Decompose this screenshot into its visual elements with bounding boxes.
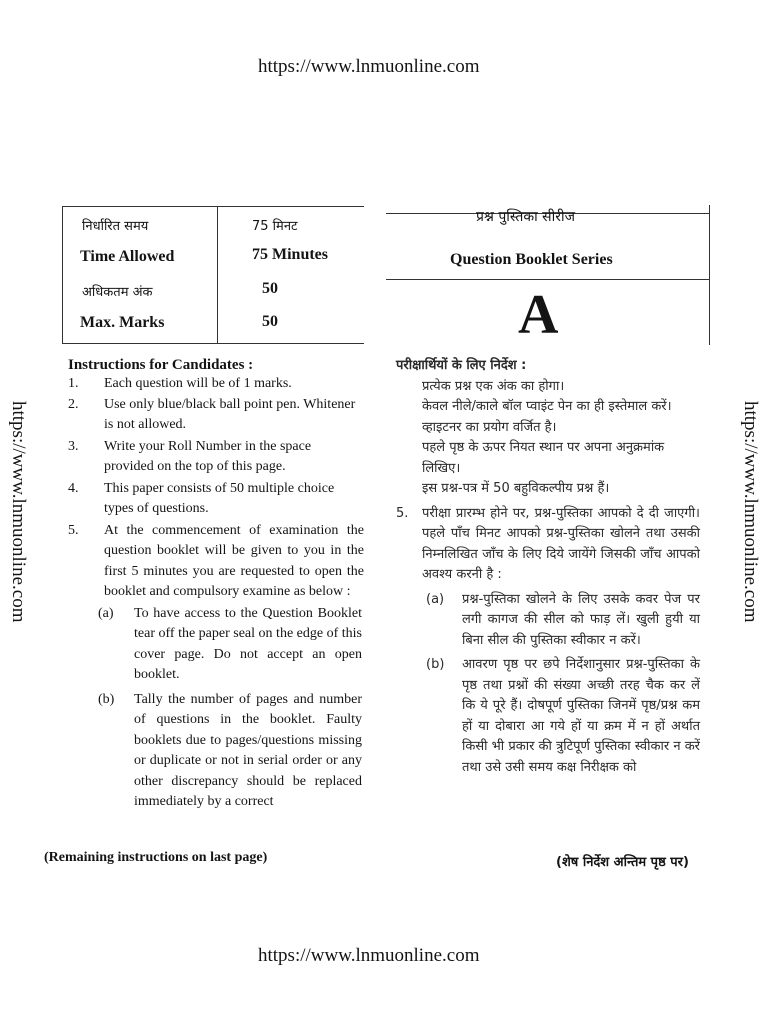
instructions-hi-heading: परीक्षार्थियों के लिए निर्देश : [396,358,527,373]
side-url-right: https://www.lnmuonline.com [740,401,761,623]
instruction-en-item: 3. Write your Roll Number in the space provided on the top of this page. [68,438,312,474]
series-title-en: Question Booklet Series [450,251,613,268]
info-table [62,206,364,344]
instruction-en-subitem: (b) Tally the number of pages and number of questions in the booklet. Faulty booklets due to pages/questions missing or duplicate or not in serial order or any other discrepancy should be replaced immediately by a correct [98,691,362,809]
instructions-hi [396,356,702,778]
time-label-en: Time Allowed [80,248,175,265]
instruction-en-item: 1. Each question will be of 1 marks. [68,376,292,391]
instructions-en-heading: Instructions for Candidates : [68,357,254,373]
instruction-en-item: 4. This paper consists of 50 multiple choice types of questions. [68,480,335,516]
side-url-left: https://www.lnmuonline.com [8,401,29,623]
marks-value-hi: 50 [262,280,278,297]
series-letter: A [518,284,559,346]
time-label-hi: निर्धारित समय [82,219,149,234]
instruction-hi-subitem: (b) आवरण पृष्ठ पर छपे निर्देशानुसार प्रश्न-पुस्तिका के पृष्ठ तथा प्रश्नों की संख्या अच्छी तरह चैक कर लें कि ये पूरे हैं। दोषपूर्ण पुस्तिका जिनमें पृष्ठ/प्रश्न कम हों या दोबारा आ गये हों या क्रम में न हों अर्थात किसी भी प्रकार की त्रुटिपूर्ण पुस्तिका स्वीकार न करें तथा उसे उसी समय कक्ष निरीक्षक को [426,657,700,775]
instruction-en-item: 2. Use only blue/black ball point pen. Whitener is not allowed. [68,396,356,432]
marks-label-hi: अधिकतम अंक [82,285,153,300]
instruction-hi-subitem: (a) प्रश्न-पुस्तिका खोलने के लिए उसके कवर पेज पर लगी कागज की सील को फाड़ लें। खुली हुयी या बिना सील की पुस्तिका स्वीकार न करें। [426,591,700,648]
instruction-hi-item: इस प्रश्न-पत्र में 50 बहुविकल्पीय प्रश्न हैं। [422,481,610,496]
instruction-hi-item: 5. परीक्षा प्रारम्भ होने पर, प्रश्न-पुस्तिका आपको दे दी जाएगी। पहले पाँच मिनट आपको प्रश्न-पुस्तिका खोलने तथा उसकी निम्नलिखित जाँच के लिए दिये जायेंगे जिसकी जाँच आपको अवश्य करनी है : [396,505,700,582]
series-box [386,205,710,345]
instructions-hi-footer: (शेष निर्देश अन्तिम पृष्ठ पर) [556,855,689,870]
time-value-en: 75 Minutes [252,246,328,263]
instruction-en-subitem: (a) To have access to the Question Booklet tear off the paper seal on the edge of this cover page. Do not accept an open booklet. [98,605,362,682]
header-url: https://www.lnmuonline.com [258,56,480,77]
marks-label-en: Max. Marks [80,314,165,331]
marks-value-en: 50 [262,313,278,330]
time-value-hi: 75 मिनट [252,219,298,234]
instruction-hi-item: पहले पृष्ठ के ऊपर नियत स्थान पर अपना अनुक्रमांक लिखिए। [422,440,665,476]
instructions-en-footer: (Remaining instructions on last page) [44,850,268,865]
instruction-en-item: 5. At the commencement of examination the question booklet will be given to you in the first 5 minutes you are requested to open the booklet and compulsory examine as below : [68,522,364,599]
instruction-hi-item: प्रत्येक प्रश्न एक अंक का होगा। [422,378,565,394]
series-title-hi: प्रश्न पुस्तिका सीरीज [476,209,575,225]
instruction-hi-item: केवल नीले/काले बॉल प्वाइंट पेन का ही इस्तेमाल करें। व्हाइटनर का प्रयोग वर्जित है। [422,399,672,435]
footer-url: https://www.lnmuonline.com [258,945,480,966]
instructions-en [68,357,364,813]
